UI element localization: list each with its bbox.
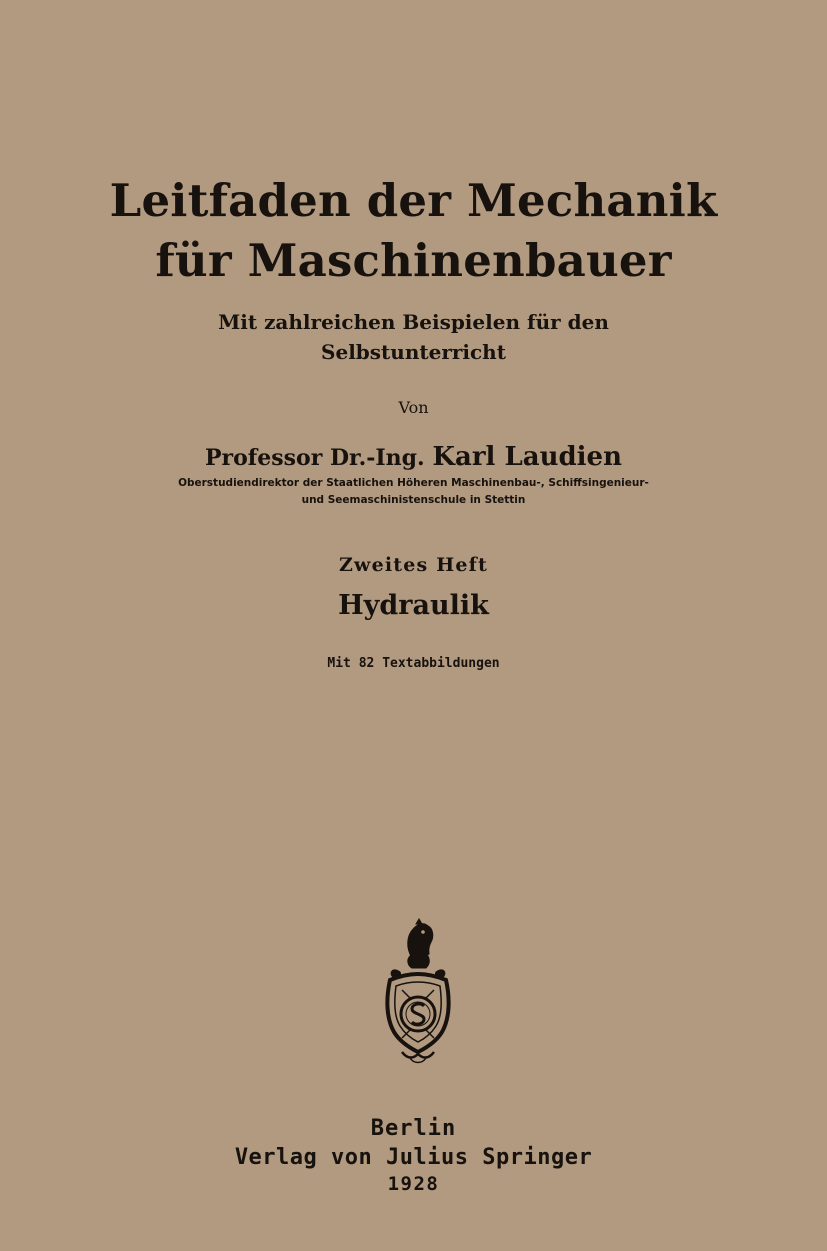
publisher-city: Berlin <box>370 1116 457 1141</box>
subtitle-line-2: Selbstunterricht <box>321 340 506 364</box>
illustrations-note: Mit 82 Textabbildungen <box>327 656 500 671</box>
publication-year: 1928 <box>387 1173 440 1195</box>
subtitle-line-1: Mit zahlreichen Beispielen für den <box>218 310 609 334</box>
author-affiliation-line-2: und Seemaschinistenschule in Stettin <box>301 494 526 506</box>
title-line-1: Leitfaden der Mechanik <box>109 174 718 227</box>
springer-horse-emblem-icon <box>372 918 464 1064</box>
author-line <box>0 442 827 472</box>
volume-title: Hydraulik <box>338 590 489 621</box>
title-line-2: für Maschinenbauer <box>155 234 672 287</box>
publisher-name: Verlag von Julius Springer <box>234 1145 593 1170</box>
volume-label: Zweites Heft <box>338 554 489 576</box>
by-label: Von <box>398 398 429 417</box>
author-name: Karl Laudien <box>432 442 622 472</box>
author-affiliation-line-1: Oberstudiendirektor der Staatlichen Höheren Maschinenbau-, Schiffsingenieur- <box>178 477 649 489</box>
author-prefix: Professor Dr.-Ing. <box>204 445 425 471</box>
